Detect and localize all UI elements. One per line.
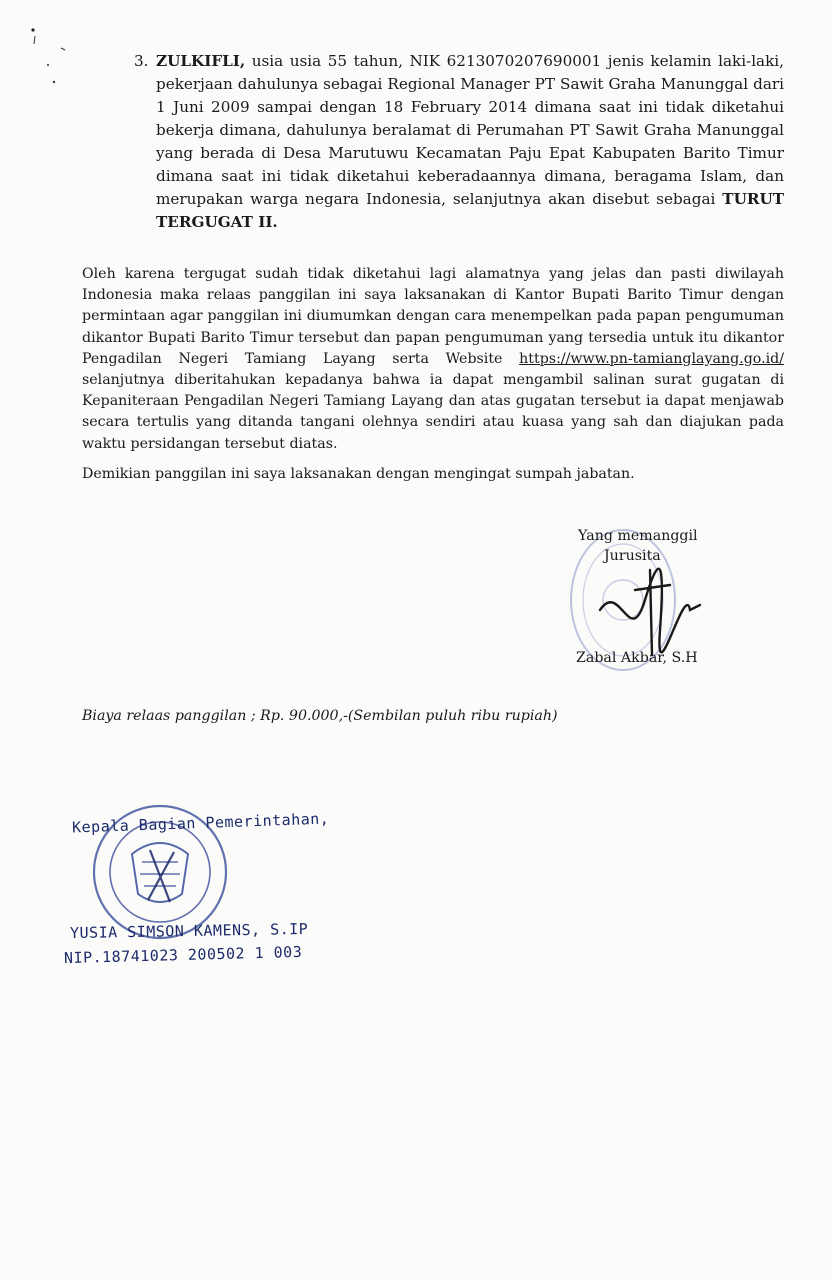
- defendant-item-3: [134, 50, 784, 234]
- signature-caller: Yang memanggil: [578, 528, 698, 544]
- defendant-designation: TURUT TERGUGAT II.: [156, 190, 784, 231]
- signature-name: Zabal Akbar, S.H: [576, 650, 698, 666]
- handwritten-nip: NIP.18741023 200502 1 003: [63, 942, 303, 968]
- fee-note: Biaya relaas panggilan ; Rp. 90.000,-(Sembilan puluh ribu rupiah): [82, 708, 558, 724]
- handwritten-position: Kepala Bagian Pemerintahan,: [71, 809, 330, 837]
- item-number: 3.: [134, 52, 149, 70]
- court-website-link[interactable]: https://www.pn-tamianglayang.go.id/: [519, 350, 784, 367]
- paragraph-text-start: Oleh karena tergugat sudah tidak diketahui lagi alamatnya yang jelas dan pasti diwilayah Indonesia maka relaas panggilan ini saya laksanakan di Kantor Bupati Barito Timur dengan permintaan agar panggilan ini diumumkan dengan cara menempelkan pada papan pengumuman dikantor Bupati Barito Timur tersebut dan papan pengumuman yang tersedia untuk itu dikantor Pengadilan Negeri Tamiang Layang serta Website: [82, 266, 784, 367]
- closing-paragraph: Demikian panggilan ini saya laksanakan dengan mengingat sumpah jabatan.: [82, 466, 635, 482]
- defendant-description: usia usia 55 tahun, NIK 6213070207690001 jenis kelamin laki-laki, pekerjaan dahulunya sebagai Regional Manager PT Sawit Graha Manunggal dari 1 Juni 2009 sampai dengan 18 February 2014 dimana saat ini tidak diketahui bekerja dimana, dahulunya beralamat di Perumahan PT Sawit Graha Manunggal yang berada di Desa Marutuwu Kecamatan Paju Epat Kabupaten Barito Timur dimana saat ini tidak diketahui keberadaannya dimana, beragama Islam, dan merupakan warga negara Indonesia, selanjutnya akan disebut sebagai: [156, 52, 784, 208]
- signature-role: Jurusita: [604, 548, 661, 564]
- summons-paragraph: [82, 264, 784, 455]
- paragraph-text-end: selanjutnya diberitahukan kepadanya bahwa ia dapat mengambil salinan surat gugatan di Kepaniteraan Pengadilan Negeri Tamiang Layang dan atas gugatan tersebut ia dapat menjawab secara tertulis yang ditanda tangani olehnya sendiri atau kuasa yang sah dan diajukan pada waktu persidangan tersebut diatas.: [82, 372, 784, 452]
- defendant-name: ZULKIFLI,: [156, 52, 246, 70]
- signature-scribble-icon: [590, 540, 720, 700]
- item-body: [156, 50, 784, 234]
- scan-marks: [30, 28, 70, 88]
- handwritten-official-name: YUSIA SIMSON KAMENS, S.IP: [69, 919, 309, 943]
